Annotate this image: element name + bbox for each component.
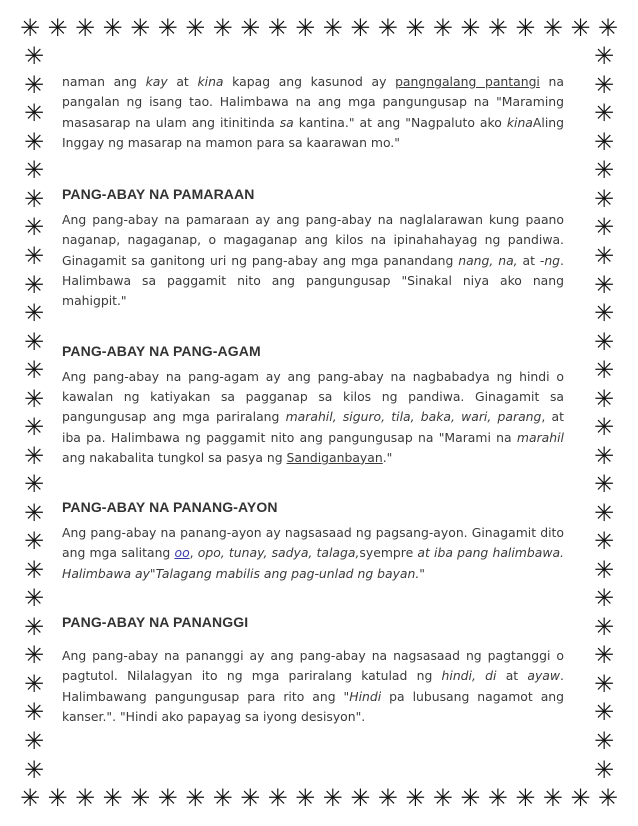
asterisk-star-icon: ✳ <box>23 698 45 727</box>
asterisk-star-icon: ✳ <box>47 784 68 812</box>
asterisk-star-icon: ✳ <box>593 641 615 670</box>
asterisk-star-icon: ✳ <box>267 14 288 42</box>
text-run: pa lubusang nagamot ang kanser.". "Hindi ako papayag sa iyong desisyon". <box>62 688 564 724</box>
asterisk-star-icon: ✳ <box>593 384 615 413</box>
asterisk-star-icon: ✳ <box>23 299 45 328</box>
asterisk-star-icon: ✳ <box>593 156 615 185</box>
asterisk-star-icon: ✳ <box>597 784 618 812</box>
asterisk-star-icon: ✳ <box>405 14 426 42</box>
asterisk-star-icon: ✳ <box>23 184 45 213</box>
text-run: kina <box>197 74 224 89</box>
asterisk-star-icon: ✳ <box>350 14 371 42</box>
text-run: na pangalan ng isang tao. Halimbawa na ang mga pangungusap na "Maraming masasarap na ulam ang itinitinda <box>62 74 564 130</box>
asterisk-star-icon: ✳ <box>23 241 45 270</box>
asterisk-star-icon: ✳ <box>23 356 45 385</box>
asterisk-star-icon: ✳ <box>593 327 615 356</box>
asterisk-star-icon: ✳ <box>593 70 615 99</box>
asterisk-star-icon: ✳ <box>432 784 453 812</box>
text-run: at <box>496 668 528 684</box>
section-body-pananggi <box>62 646 564 727</box>
asterisk-star-icon: ✳ <box>405 784 426 812</box>
asterisk-star-icon: ✳ <box>102 14 123 42</box>
section-heading-pananggi: PANG-ABAY NA PANANGGI <box>62 614 249 631</box>
asterisk-star-icon: ✳ <box>23 470 45 499</box>
text-run: pangngalang pantangi <box>395 74 540 89</box>
asterisk-star-icon: ✳ <box>593 184 615 213</box>
text-run: kay <box>145 74 168 89</box>
asterisk-star-icon: ✳ <box>130 14 151 42</box>
asterisk-star-icon: ✳ <box>593 213 615 242</box>
asterisk-star-icon: ✳ <box>20 784 41 812</box>
asterisk-star-icon: ✳ <box>23 413 45 442</box>
asterisk-star-icon: ✳ <box>593 698 615 727</box>
asterisk-star-icon: ✳ <box>542 14 563 42</box>
text-run: Ang pang-abay na pang-agam ay ang pang-abay na nagbabadya ng hindi o kawalan ng katiyakan sa pagganap sa kilos ng pandiwa. Ginagamit sa pangungusap ang mga pariralang <box>62 368 564 425</box>
asterisk-star-icon: ✳ <box>75 14 96 42</box>
text-run: opo, tunay, sadya, talaga, <box>197 545 360 561</box>
asterisk-star-icon: ✳ <box>593 498 615 527</box>
asterisk-star-icon: ✳ <box>23 498 45 527</box>
section-body-panang-ayon <box>62 523 564 584</box>
text-run: ayaw <box>527 668 561 684</box>
asterisk-star-icon: ✳ <box>515 14 536 42</box>
asterisk-star-icon: ✳ <box>102 784 123 812</box>
asterisk-star-icon: ✳ <box>212 784 233 812</box>
asterisk-star-icon: ✳ <box>267 784 288 812</box>
asterisk-star-icon: ✳ <box>593 441 615 470</box>
border-bottom <box>20 784 618 812</box>
asterisk-star-icon: ✳ <box>593 612 615 641</box>
asterisk-star-icon: ✳ <box>593 356 615 385</box>
text-run: at iba pang halimbawa. Halimbawa ay"Talagang mabilis ang pag-unlad ng bayan." <box>62 545 564 581</box>
asterisk-star-icon: ✳ <box>240 14 261 42</box>
asterisk-star-icon: ✳ <box>130 784 151 812</box>
section-heading-panang-ayon: PANG-ABAY NA PANANG-AYON <box>62 499 278 516</box>
asterisk-star-icon: ✳ <box>593 270 615 299</box>
asterisk-star-icon: ✳ <box>542 784 563 812</box>
text-run: naman ang <box>62 74 146 89</box>
border-top <box>20 14 618 42</box>
asterisk-star-icon: ✳ <box>597 14 618 42</box>
asterisk-star-icon: ✳ <box>23 270 45 299</box>
asterisk-star-icon: ✳ <box>593 727 615 756</box>
asterisk-star-icon: ✳ <box>185 14 206 42</box>
asterisk-star-icon: ✳ <box>593 42 615 71</box>
text-run: Sandiganbayan <box>286 449 383 465</box>
asterisk-star-icon: ✳ <box>212 14 233 42</box>
asterisk-star-icon: ✳ <box>23 42 45 71</box>
asterisk-star-icon: ✳ <box>23 755 45 784</box>
text-run: , <box>189 545 198 561</box>
asterisk-star-icon: ✳ <box>593 413 615 442</box>
asterisk-star-icon: ✳ <box>23 441 45 470</box>
section-body-pang-agam <box>62 367 564 468</box>
asterisk-star-icon: ✳ <box>570 14 591 42</box>
asterisk-star-icon: ✳ <box>23 641 45 670</box>
asterisk-star-icon: ✳ <box>487 784 508 812</box>
text-run: Hindi <box>349 688 382 704</box>
asterisk-star-icon: ✳ <box>23 612 45 641</box>
page-content <box>62 72 564 727</box>
asterisk-star-icon: ✳ <box>593 584 615 613</box>
text-run: hindi, di <box>441 668 497 684</box>
text-run: marahil <box>516 429 564 445</box>
asterisk-star-icon: ✳ <box>20 14 41 42</box>
section-heading-pamaraan: PANG-ABAY NA PAMARAAN <box>62 186 255 203</box>
text-run: kapag ang kasunod ay <box>223 74 396 89</box>
asterisk-star-icon: ✳ <box>593 470 615 499</box>
intro-paragraph <box>62 72 564 153</box>
asterisk-star-icon: ✳ <box>377 14 398 42</box>
asterisk-star-icon: ✳ <box>377 784 398 812</box>
border-right <box>590 42 618 784</box>
asterisk-star-icon: ✳ <box>593 299 615 328</box>
asterisk-star-icon: ✳ <box>23 384 45 413</box>
asterisk-star-icon: ✳ <box>593 241 615 270</box>
asterisk-star-icon: ✳ <box>23 70 45 99</box>
asterisk-star-icon: ✳ <box>487 14 508 42</box>
asterisk-star-icon: ✳ <box>593 669 615 698</box>
text-run: nang, na, <box>458 252 518 268</box>
text-run: at <box>167 74 198 89</box>
text-run: . Halimbawa sa paggamit nito ang pangungusap "Sinakal niya ako nang mahigpit." <box>62 252 564 309</box>
asterisk-star-icon: ✳ <box>515 784 536 812</box>
text-run: kantina." at ang "Nagpaluto ako <box>293 114 507 130</box>
text-run: Ang pang-abay na pamaraan ay ang pang-abay na naglalarawan kung paano naganap, nagaganap, o magaganap ang kilos na ipinahahayag ng pandiwa. Ginagamit sa ganitong uri ng pang-abay ang mga panandang <box>62 212 564 268</box>
asterisk-star-icon: ✳ <box>23 584 45 613</box>
asterisk-star-icon: ✳ <box>23 327 45 356</box>
asterisk-star-icon: ✳ <box>460 784 481 812</box>
text-run: Ang pang-abay na panang-ayon ay nagsasaad ng pagsang-ayon. Ginagamit dito ang mga salitang <box>62 525 564 561</box>
asterisk-star-icon: ✳ <box>350 784 371 812</box>
asterisk-star-icon: ✳ <box>593 755 615 784</box>
asterisk-star-icon: ✳ <box>23 156 45 185</box>
asterisk-star-icon: ✳ <box>23 727 45 756</box>
asterisk-star-icon: ✳ <box>157 14 178 42</box>
asterisk-star-icon: ✳ <box>593 527 615 556</box>
asterisk-star-icon: ✳ <box>240 784 261 812</box>
asterisk-star-icon: ✳ <box>23 555 45 584</box>
text-run: . Halimbawang pangungusap para rito ang " <box>62 668 564 704</box>
asterisk-star-icon: ✳ <box>23 99 45 128</box>
asterisk-star-icon: ✳ <box>295 784 316 812</box>
inline-link[interactable]: oo <box>174 545 190 561</box>
text-run: , at iba pa. Halimbawa ng paggamit nito ang pangungusap na "Marami na <box>62 409 564 445</box>
asterisk-star-icon: ✳ <box>157 784 178 812</box>
asterisk-star-icon: ✳ <box>23 669 45 698</box>
text-run: kina <box>506 114 533 130</box>
section-heading-pang-agam: PANG-ABAY NA PANG-AGAM <box>62 342 261 359</box>
text-run: sa <box>279 114 294 130</box>
asterisk-star-icon: ✳ <box>23 213 45 242</box>
section-body-pamaraan <box>62 210 564 311</box>
asterisk-star-icon: ✳ <box>185 784 206 812</box>
asterisk-star-icon: ✳ <box>593 127 615 156</box>
asterisk-star-icon: ✳ <box>47 14 68 42</box>
asterisk-star-icon: ✳ <box>432 14 453 42</box>
asterisk-star-icon: ✳ <box>23 527 45 556</box>
asterisk-star-icon: ✳ <box>593 555 615 584</box>
asterisk-star-icon: ✳ <box>570 784 591 812</box>
border-left <box>20 42 48 784</box>
asterisk-star-icon: ✳ <box>23 127 45 156</box>
asterisk-star-icon: ✳ <box>295 14 316 42</box>
text-run: -ng <box>539 252 561 268</box>
asterisk-star-icon: ✳ <box>322 784 343 812</box>
asterisk-star-icon: ✳ <box>593 99 615 128</box>
text-run: Aling Inggay ng masarap na mamon para sa kaarawan mo." <box>62 114 564 150</box>
text-run: at <box>517 252 540 268</box>
text-run: syempre <box>359 545 418 561</box>
text-run: Ang pang-abay na pananggi ay ang pang-abay na nagsasaad ng pagtanggi o pagtutol. Nilalagyan ito ng mga pariralang katulad ng <box>62 648 564 684</box>
asterisk-star-icon: ✳ <box>322 14 343 42</box>
text-run: ang nakabalita tungkol sa pasya ng <box>62 449 287 465</box>
text-run: marahil, siguro, tila, baka, wari, parang <box>285 409 542 425</box>
asterisk-star-icon: ✳ <box>75 784 96 812</box>
text-run: ." <box>382 449 393 465</box>
asterisk-star-icon: ✳ <box>460 14 481 42</box>
